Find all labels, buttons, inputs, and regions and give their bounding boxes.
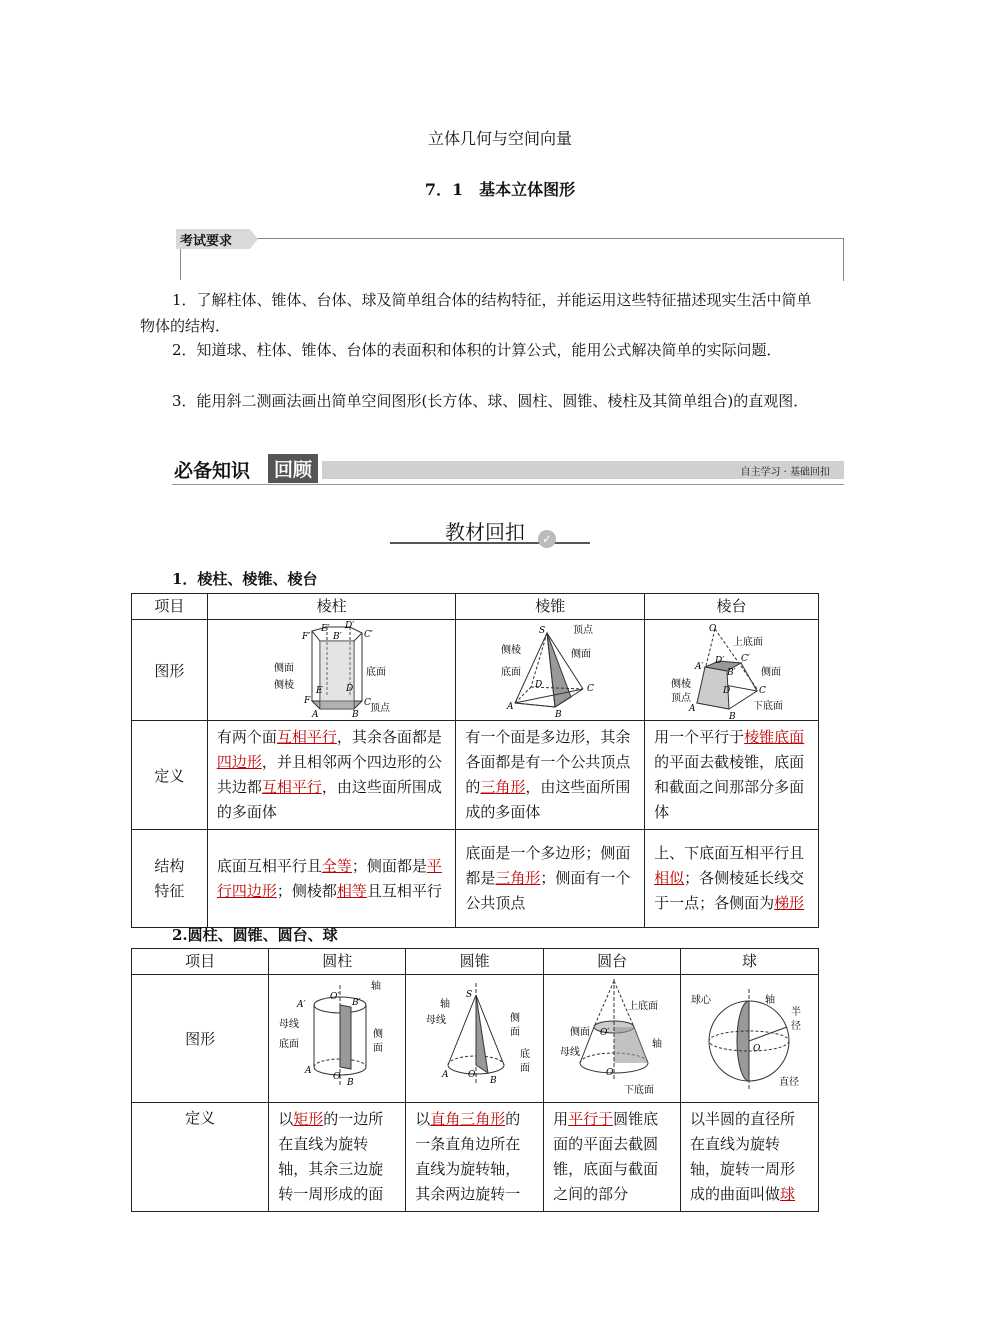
svg-text:半: 半 — [791, 1006, 802, 1018]
svg-text:侧面: 侧面 — [569, 1026, 590, 1038]
t2-h2: 圆锥 — [406, 949, 544, 975]
svg-text:侧面: 侧面 — [571, 649, 592, 660]
svg-text:B: B — [555, 710, 562, 720]
t2-h1: 圆柱 — [269, 949, 406, 975]
cylinder-def: 以矩形的一边所在直线为旋转轴，其余三边旋转一周形成的面 — [269, 1103, 406, 1212]
svg-text:面: 面 — [510, 1026, 521, 1038]
pyramid-struct: 底面是一个多边形；侧面都是三角形；侧面有一个公共顶点 — [456, 830, 645, 928]
svg-text:母线: 母线 — [426, 1014, 447, 1026]
frustum-figure — [645, 620, 819, 721]
pyramid-svg — [495, 623, 605, 720]
svg-text:A′: A′ — [296, 999, 306, 1010]
frustum-svg — [667, 623, 797, 722]
frustum-cone-figure — [544, 975, 681, 1103]
svg-text:D′: D′ — [344, 621, 354, 631]
cylinder-figure — [269, 975, 406, 1103]
exam-item-3: 3．能用斜二测画法画出简单空间图形(长方体、球、圆柱、圆锥、棱柱及其简单组合)的直观图． — [172, 392, 809, 410]
table-prisms — [131, 593, 819, 928]
frustum-struct: 上、下底面互相平行且相似；各侧棱延长线交于一点；各侧面为梯形 — [645, 830, 819, 928]
cylinder-svg — [275, 977, 400, 1097]
svg-text:A′: A′ — [694, 662, 704, 672]
t1-h1: 棱柱 — [207, 594, 456, 620]
cone-def: 以直角三角形的一条直角边所在直线为旋转轴，其余两边旋转一 — [406, 1103, 544, 1212]
svg-text:底面: 底面 — [501, 667, 522, 678]
svg-text:C: C — [363, 698, 371, 708]
svg-text:面: 面 — [372, 1042, 383, 1054]
t1-row-def: 定义 — [132, 721, 208, 830]
sphere-svg — [687, 977, 812, 1097]
svg-text:B′: B′ — [351, 997, 361, 1008]
svg-text:B: B — [490, 1075, 497, 1086]
svg-text:D: D — [535, 680, 543, 690]
frustum-def: 用一个平行于棱锥底面的平面去截棱锥，底面和截面之间那部分多面体 — [645, 721, 819, 830]
frustum-cone-def: 用平行于圆锥底面的平面去截圆锥，底面与截面之间的部分 — [544, 1103, 681, 1212]
svg-text:O: O — [605, 1067, 613, 1078]
svg-text:S: S — [539, 626, 546, 636]
svg-text:侧面: 侧面 — [273, 663, 294, 674]
t2-heading: 2.圆柱、圆锥、圆台、球 — [172, 926, 338, 944]
svg-text:径: 径 — [791, 1020, 802, 1032]
svg-text:母线: 母线 — [278, 1018, 299, 1030]
banner — [172, 454, 844, 488]
svg-text:D′: D′ — [714, 656, 724, 666]
svg-text:O′: O′ — [329, 991, 340, 1002]
sphere-def: 以半圆的直径所在直线为旋转轴，旋转一周形成的曲面叫做球 — [681, 1103, 819, 1212]
svg-text:底面: 底面 — [278, 1038, 299, 1050]
t1-h0: 项目 — [132, 594, 208, 620]
svg-text:侧棱: 侧棱 — [273, 680, 294, 691]
svg-text:轴: 轴 — [765, 994, 776, 1006]
svg-text:O: O — [332, 1071, 341, 1082]
exam-item-1: 1．了解柱体、锥体、台体、球及简单组合体的结构特征，并能运用这些特征描述现实生活中简单物体的结构． — [140, 291, 812, 335]
t2-h4: 球 — [681, 949, 819, 975]
table-solids — [131, 948, 819, 1212]
t2-row-def: 定义 — [132, 1103, 269, 1212]
svg-text:顶点: 顶点 — [670, 693, 691, 704]
svg-text:B: B — [351, 710, 359, 720]
svg-text:C′: C′ — [740, 654, 750, 664]
svg-text:F′: F′ — [301, 632, 310, 642]
banner-right: 自主学习 · 基础回扣 — [740, 467, 830, 478]
svg-text:底面: 底面 — [365, 667, 386, 678]
svg-text:顶点: 顶点 — [573, 625, 594, 636]
exam-tag-label: 考试要求 — [180, 234, 233, 249]
banner-left-a: 必备知识 — [174, 460, 251, 482]
svg-text:下底面: 下底面 — [623, 1084, 654, 1096]
svg-text:B′: B′ — [332, 632, 342, 642]
sphere-figure — [681, 975, 819, 1103]
exam-box — [180, 238, 844, 281]
pyramid-def: 有一个面是多边形，其余各面都是有一个公共顶点的三角形，由这些面所围成的多面体 — [456, 721, 645, 830]
svg-text:面: 面 — [520, 1062, 531, 1074]
svg-text:C′: C′ — [363, 630, 373, 640]
svg-text:C: C — [758, 686, 766, 696]
check-icon: ✓ — [538, 530, 556, 548]
svg-text:B: B — [728, 712, 736, 722]
frustum-cone-svg — [550, 977, 675, 1097]
cone-figure — [406, 975, 544, 1103]
t1-h3: 棱台 — [645, 594, 819, 620]
svg-text:A: A — [304, 1065, 312, 1076]
svg-text:O: O — [753, 1043, 761, 1054]
exam-item-2: 2．知道球、柱体、锥体、台体的表面积和体积的计算公式，能用公式解决简单的实际问题． — [172, 341, 782, 359]
prism-figure — [207, 620, 456, 721]
svg-text:O: O — [468, 1069, 476, 1080]
svg-text:母线: 母线 — [559, 1046, 580, 1058]
svg-text:轴: 轴 — [651, 1038, 662, 1050]
cone-svg — [412, 977, 537, 1097]
svg-text:A: A — [507, 702, 514, 712]
subbanner-title: 教材回扣 — [445, 520, 525, 544]
pyramid-figure — [456, 620, 645, 721]
svg-text:上底面: 上底面 — [732, 637, 763, 648]
svg-text:B′: B′ — [726, 668, 736, 678]
svg-text:F: F — [303, 696, 310, 706]
svg-text:D: D — [345, 684, 353, 694]
chapter-title: 立体几何与空间向量 — [427, 129, 572, 148]
t2-row-fig: 图形 — [132, 975, 269, 1103]
t2-h0: 项目 — [132, 949, 269, 975]
prism-struct: 底面互相平行且全等；侧面都是平行四边形；侧棱都相等且互相平行 — [207, 830, 456, 928]
svg-text:侧: 侧 — [510, 1012, 521, 1024]
svg-text:底: 底 — [520, 1048, 531, 1060]
svg-text:O′: O′ — [599, 1027, 609, 1038]
svg-text:O: O — [708, 624, 716, 634]
section-title: 7．1 基本立体图形 — [424, 180, 576, 199]
t2-h3: 圆台 — [544, 949, 681, 975]
svg-text:B: B — [346, 1077, 354, 1088]
svg-text:C: C — [587, 684, 595, 694]
svg-text:球心: 球心 — [691, 994, 712, 1006]
svg-text:上底面: 上底面 — [627, 1000, 658, 1012]
svg-text:E: E — [315, 686, 323, 696]
svg-text:S: S — [466, 989, 473, 1000]
svg-text:E′: E′ — [320, 624, 330, 634]
t1-row-fig: 图形 — [132, 620, 208, 721]
t1-h2: 棱锥 — [456, 594, 645, 620]
prism-svg — [272, 621, 392, 720]
prism-def: 有两个面互相平行，其余各面都是四边形，并且相邻两个四边形的公共边都互相平行，由这些面所围成的多面体 — [207, 721, 456, 830]
svg-text:侧面: 侧面 — [760, 667, 781, 678]
svg-text:轴: 轴 — [440, 998, 451, 1010]
subbanner — [390, 512, 590, 552]
svg-text:侧棱: 侧棱 — [670, 679, 691, 690]
svg-text:侧: 侧 — [372, 1028, 383, 1040]
svg-text:A: A — [442, 1069, 449, 1080]
banner-left-b: 回顾 — [268, 454, 318, 483]
svg-text:直径: 直径 — [779, 1076, 800, 1088]
svg-text:A: A — [688, 704, 696, 714]
svg-text:下底面: 下底面 — [752, 701, 783, 712]
svg-text:轴: 轴 — [370, 980, 381, 992]
svg-text:侧棱: 侧棱 — [501, 645, 522, 656]
t1-heading: 1．棱柱、棱锥、棱台 — [172, 570, 318, 588]
svg-text:顶点: 顶点 — [369, 703, 390, 714]
t1-row-struct: 结构特征 — [132, 830, 208, 928]
svg-text:A: A — [311, 710, 319, 720]
banner-border-bottom — [172, 484, 844, 485]
svg-text:D: D — [722, 686, 730, 696]
